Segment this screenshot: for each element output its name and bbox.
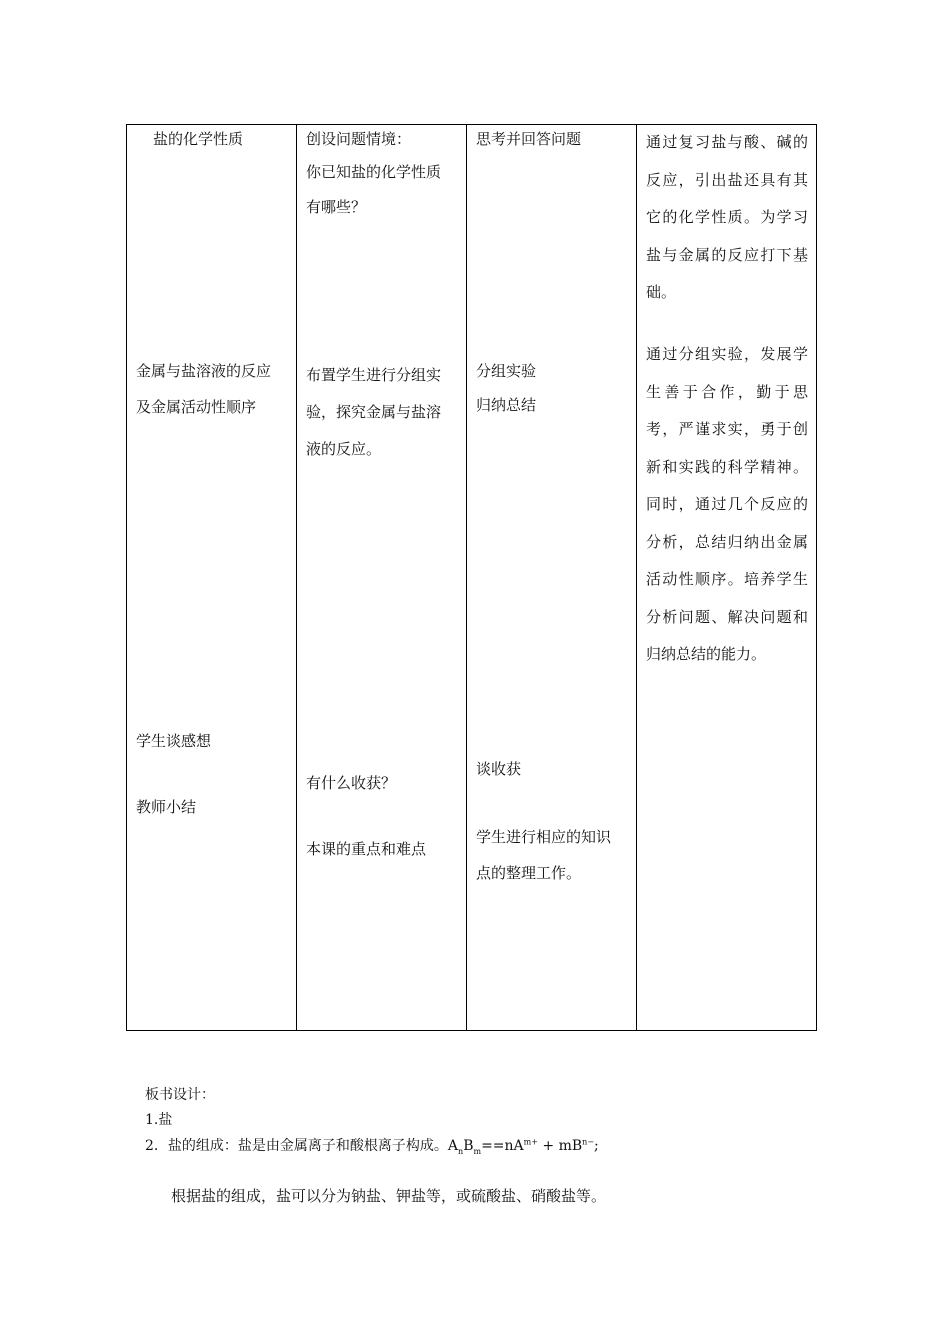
student-think-answer: 思考并回答问题	[476, 130, 582, 148]
board-classification-note: 根据盐的组成，盐可以分为钠盐、钾盐等，或硫酸盐、硝酸盐等。	[171, 1187, 607, 1205]
student-organize-line-2: 点的整理工作。	[476, 864, 582, 882]
content-teacher-summary: 教师小结	[136, 798, 197, 816]
teacher-r2-line-1: 布置学生进行分组实	[306, 366, 442, 384]
student-group-experiment: 分组实验	[476, 362, 537, 380]
content-metal-salt-line-1: 金属与盐溶液的反应	[136, 362, 272, 380]
teacher-question-gains: 有什么收获？	[306, 774, 397, 792]
cell-teaching-content	[127, 125, 297, 1031]
board-item-1: 1.盐	[145, 1112, 173, 1128]
cell-teacher-activity	[297, 125, 467, 1031]
student-talk-gains: 谈收获	[476, 760, 522, 778]
cell-design-intent	[637, 125, 817, 1031]
formula-plus: + mB	[537, 1138, 583, 1154]
teacher-r2-line-3: 液的反应。	[306, 440, 382, 458]
formula-eq: ==nA	[481, 1138, 524, 1154]
content-student-reflection: 学生谈感想	[136, 732, 212, 750]
board-design-heading: 板书设计：	[145, 1087, 215, 1103]
student-summarize: 归纳总结	[476, 396, 537, 414]
formula-a: A	[447, 1138, 459, 1154]
formula-end: ;	[594, 1138, 599, 1154]
board-item-2-text: 2．盐的组成：盐是由金属离子和酸根离子构成。	[145, 1138, 448, 1154]
teacher-key-points: 本课的重点和难点	[306, 840, 427, 858]
lesson-table	[126, 124, 817, 1031]
teacher-r2-line-2: 验，探究金属与盐溶	[306, 403, 442, 421]
formula-b: B	[463, 1138, 474, 1154]
design-intent-paragraph-1: 通过复习盐与酸、碱的反应，引出盐还具有其它的化学性质。为学习盐与金属的反应打下基础。	[646, 133, 808, 301]
content-salt-properties: 盐的化学性质	[153, 130, 244, 148]
board-item-2	[145, 1136, 599, 1156]
formula-sub-n: n	[458, 1146, 464, 1156]
teacher-r1-line-1: 创设问题情境：	[306, 130, 412, 148]
formula-sub-m: m	[473, 1146, 482, 1156]
teacher-r1-line-2: 你已知盐的化学性质	[306, 163, 442, 181]
cell-student-activity	[467, 125, 637, 1031]
student-organize-line-1: 学生进行相应的知识	[476, 828, 612, 846]
teacher-r1-line-3: 有哪些？	[306, 198, 367, 216]
design-intent-paragraph-2: 通过分组实验，发展学生善于合作，勤于思考，严谨求实，勇于创新和实践的科学精神。同时，通过几个反应的分析，总结归纳出金属活动性顺序。培养学生分析问题、解决问题和归纳总结的能力。	[646, 345, 808, 663]
formula-charge-1: m+	[523, 1137, 538, 1147]
content-metal-salt-line-2: 及金属活动性顺序	[136, 398, 257, 416]
formula-charge-2: n−	[582, 1137, 595, 1147]
